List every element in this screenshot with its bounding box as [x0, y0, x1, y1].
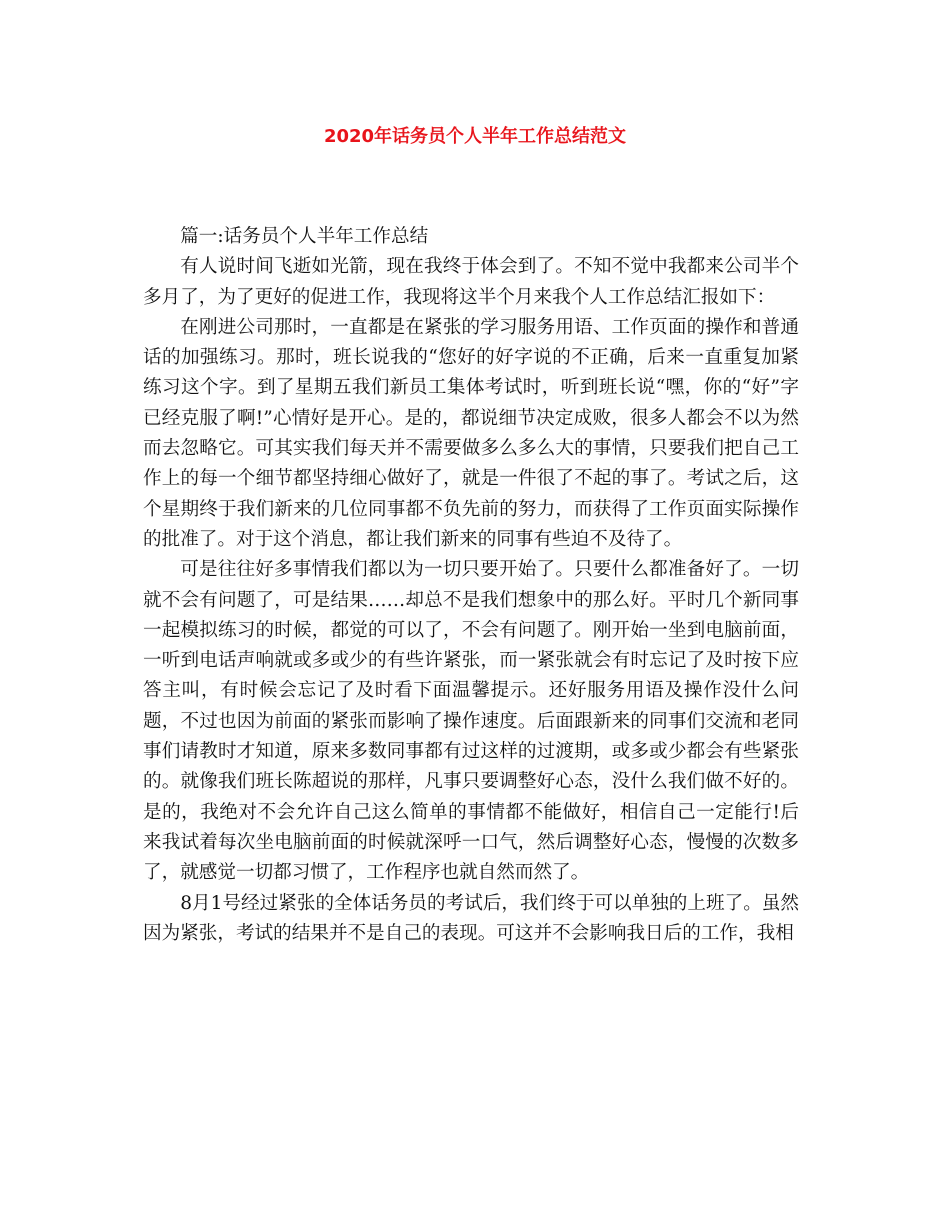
paragraph: 8月1号经过紧张的全体话务员的考试后，我们终于可以单独的上班了。虽然因为紧张，考试的结果并不是自己的表现。可这并不会影响我日后的工作，我相	[143, 892, 799, 944]
paragraph: 有人说时间飞逝如光箭，现在我终于体会到了。不知不觉中我都来公司半个多月了，为了更好的促进工作，我现将这半个月来我个人工作总结汇报如下：	[143, 256, 799, 308]
document-body	[143, 222, 799, 949]
section-heading: 篇一:话务员个人半年工作总结	[180, 226, 429, 247]
paragraph: 可是往往好多事情我们都以为一切只要开始了。只要什么都准备好了。一切就不会有问题了，可是结果……却总不是我们想象中的那么好。平时几个新同事一起模拟练习的时候，都觉的可以了，不会有问题了。刚开始一坐到电脑前面，一听到电话声响就或多或少的有些许紧张，而一紧张就会有时忘记了及时按下应答主叫，有时候会忘记了及时看下面温馨提示。还好服务用语及操作没什么问题，不过也因为前面的紧张而影响了操作速度。后面跟新来的同事们交流和老同事们请教时才知道，原来多数同事都有过这样的过渡期，或多或少都会有些紧张的。就像我们班长陈超说的那样，凡事只要调整好心态，没什么我们做不好的。是的，我绝对不会允许自己这么简单的事情都不能做好，相信自己一定能行!后来我试着每次坐电脑前面的时候就深呼一口气，然后调整好心态，慢慢的次数多了，就感觉一切都习惯了，工作程序也就自然而然了。	[143, 559, 799, 884]
document-title: 2020年话务员个人半年工作总结范文	[323, 126, 627, 147]
paragraph: 在刚进公司那时，一直都是在紧张的学习服务用语、工作页面的操作和普通话的加强练习。那时，班长说我的“您好的好字说的不正确，后来一直重复加紧练习这个字。到了星期五我们新员工集体考试时，听到班长说“嘿，你的“好”字已经克服了啊!”心情好是开心。是的，都说细节决定成败，很多人都会不以为然而去忽略它。可其实我们每天并不需要做多么多么大的事情，只要我们把自己工作上的每一个细节都坚持细心做好了，就是一件很了不起的事了。考试之后，这个星期终于我们新来的几位同事都不负先前的努力，而获得了工作页面实际操作的批准了。对于这个消息，都让我们新来的同事有些迫不及待了。	[143, 316, 799, 550]
